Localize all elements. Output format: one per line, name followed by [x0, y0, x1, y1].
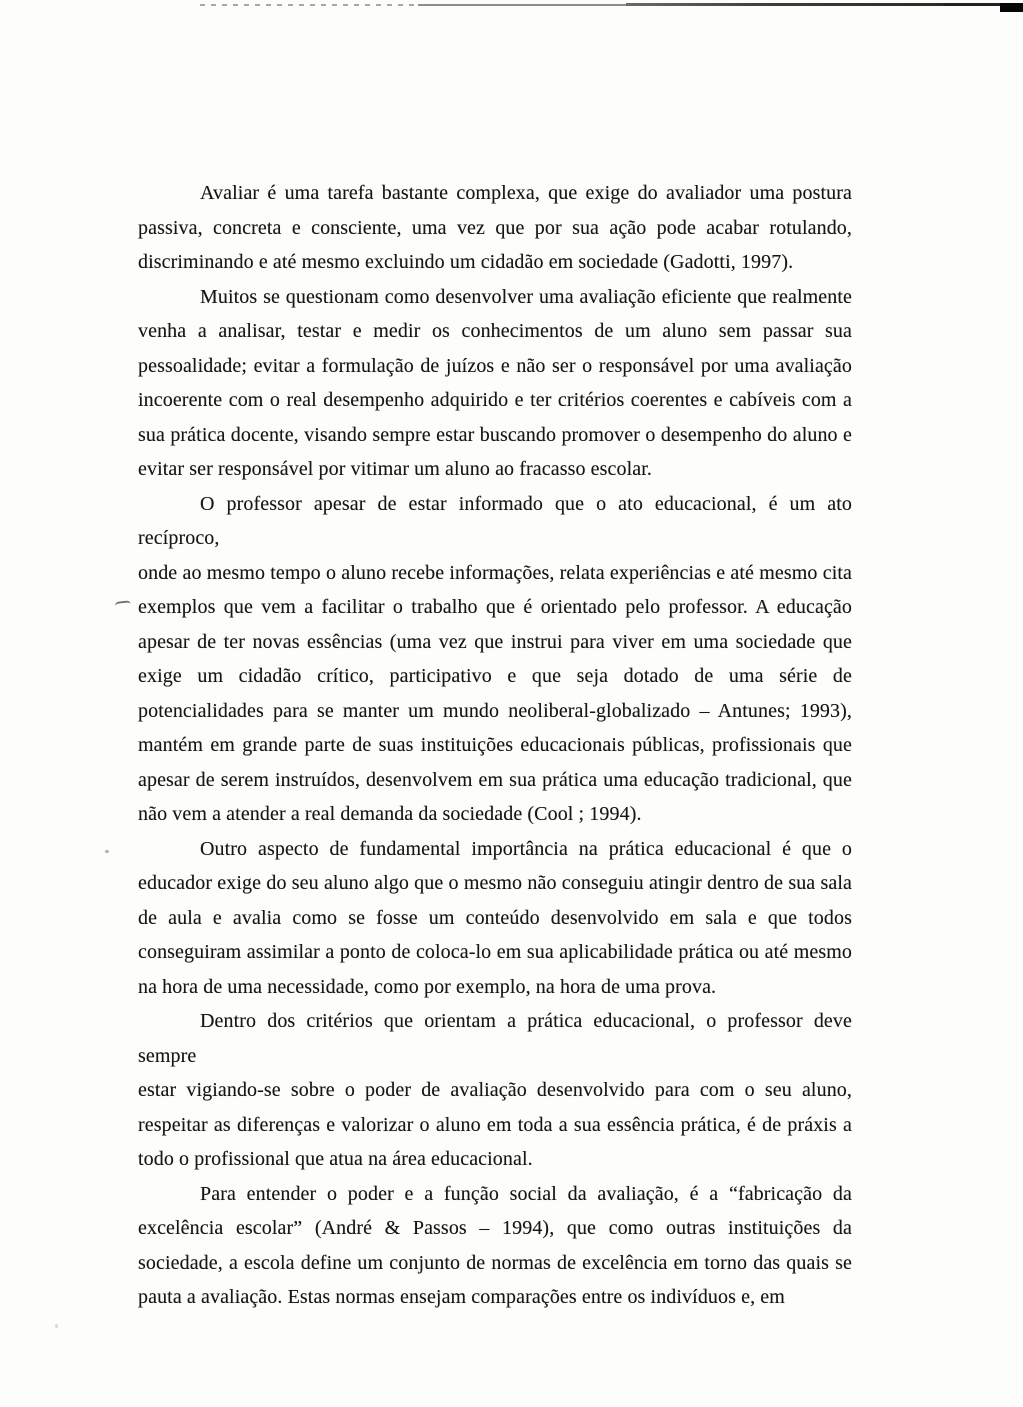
scan-artifact-margin-tilde [115, 600, 132, 610]
text-line: todo o profissional que atua na área educacional. [138, 1148, 533, 1170]
text-line: pauta a avaliação. Estas normas ensejam comparações entre os indivíduos e, em [138, 1286, 785, 1308]
paragraph-1 [138, 176, 852, 280]
text-line: estar vigiando-se sobre o poder de avaliação desenvolvido para com o seu aluno, [138, 1079, 852, 1101]
text-line: mantém em grande parte de suas instituições educacionais públicas, profissionais que [138, 734, 852, 756]
text-line: evitar ser responsável por vitimar um aluno ao fracasso escolar. [138, 458, 652, 480]
text-line: Para entender o poder e a função social da avaliação, é a “fabricação da [200, 1182, 852, 1205]
paragraph-3 [138, 487, 852, 832]
text-line: sociedade, a escola define um conjunto de normas de excelência em torno das quais se [138, 1251, 852, 1274]
scan-artifact-margin-dot [105, 850, 109, 853]
text-line: Dentro dos critérios que orientam a prática educacional, o professor deve sempre [138, 1010, 852, 1067]
text-line: onde ao mesmo tempo o aluno recebe informações, relata experiências e até mesmo cita [138, 561, 852, 584]
text-line: incoerente com o real desempenho adquirido e ter critérios coerentes e cabíveis com a [138, 389, 852, 411]
paragraph-2 [138, 280, 852, 487]
scan-artifact-top-grey-line [418, 4, 626, 6]
text-line: O professor apesar de estar informado que o ato educacional, é um ato recíproco, [138, 492, 852, 549]
paragraph-4 [138, 832, 852, 1005]
text-line: exige um cidadão crítico, participativo e que seja dotado de uma série de [138, 665, 852, 687]
text-line: potencialidades para se manter um mundo neoliberal-globalizado – Antunes; 1993), [138, 699, 852, 722]
text-line: apesar de serem instruídos, desenvolvem em sua prática uma educação tradicional, que [138, 768, 852, 791]
text-line: passiva, concreta e consciente, uma vez que por sua ação pode acabar rotulando, [138, 216, 852, 239]
text-line: conseguiram assimilar a ponto de coloca-lo em sua aplicabilidade prática ou até mesmo [138, 941, 852, 963]
document-body [138, 176, 852, 1315]
text-line: Muitos se questionam como desenvolver uma avaliação eficiente que realmente [200, 285, 852, 308]
scan-artifact-top-dotted-line [200, 4, 418, 6]
paragraph-6 [138, 1177, 852, 1315]
text-line: excelência escolar” (André & Passos – 1994), que como outras instituições da [138, 1217, 852, 1239]
scan-artifact-corner-mark [1000, 3, 1023, 12]
text-line: educador exige do seu aluno algo que o mesmo não conseguiu atingir dentro de sua sala [138, 872, 852, 894]
text-line: discriminando e até mesmo excluindo um cidadão em sociedade (Gadotti, 1997). [138, 251, 794, 273]
text-line: sua prática docente, visando sempre estar buscando promover o desempenho do aluno e [138, 423, 852, 446]
text-line: venha a analisar, testar e medir os conhecimentos de um aluno sem passar sua [138, 320, 852, 342]
scan-artifact-top-darker-line [944, 3, 1006, 6]
text-line: Outro aspecto de fundamental importância na prática educacional é que o [200, 837, 852, 860]
text-line: de aula e avalia como se fosse um conteúdo desenvolvido em sala e que todos [138, 906, 852, 929]
paragraph-5 [138, 1004, 852, 1177]
text-line: pessoalidade; evitar a formulação de juízos e não ser o responsável por uma avaliação [138, 354, 852, 377]
text-line: respeitar as diferenças e valorizar o aluno em toda a sua essência prática, é de práxis a [138, 1113, 852, 1136]
scan-artifact-bottom-speck [55, 1324, 58, 1328]
text-line: apesar de ter novas essências (uma vez que instrui para viver em uma sociedade que [138, 630, 852, 653]
text-line: na hora de uma necessidade, como por exemplo, na hora de uma prova. [138, 975, 717, 998]
scan-artifact-top-dark-line [626, 3, 944, 6]
text-line: exemplos que vem a facilitar o trabalho que é orientado pelo professor. A educação [138, 596, 852, 618]
text-line: Avaliar é uma tarefa bastante complexa, que exige do avaliador uma postura [200, 182, 852, 204]
text-line: não vem a atender a real demanda da sociedade (Cool ; 1994). [138, 803, 642, 825]
